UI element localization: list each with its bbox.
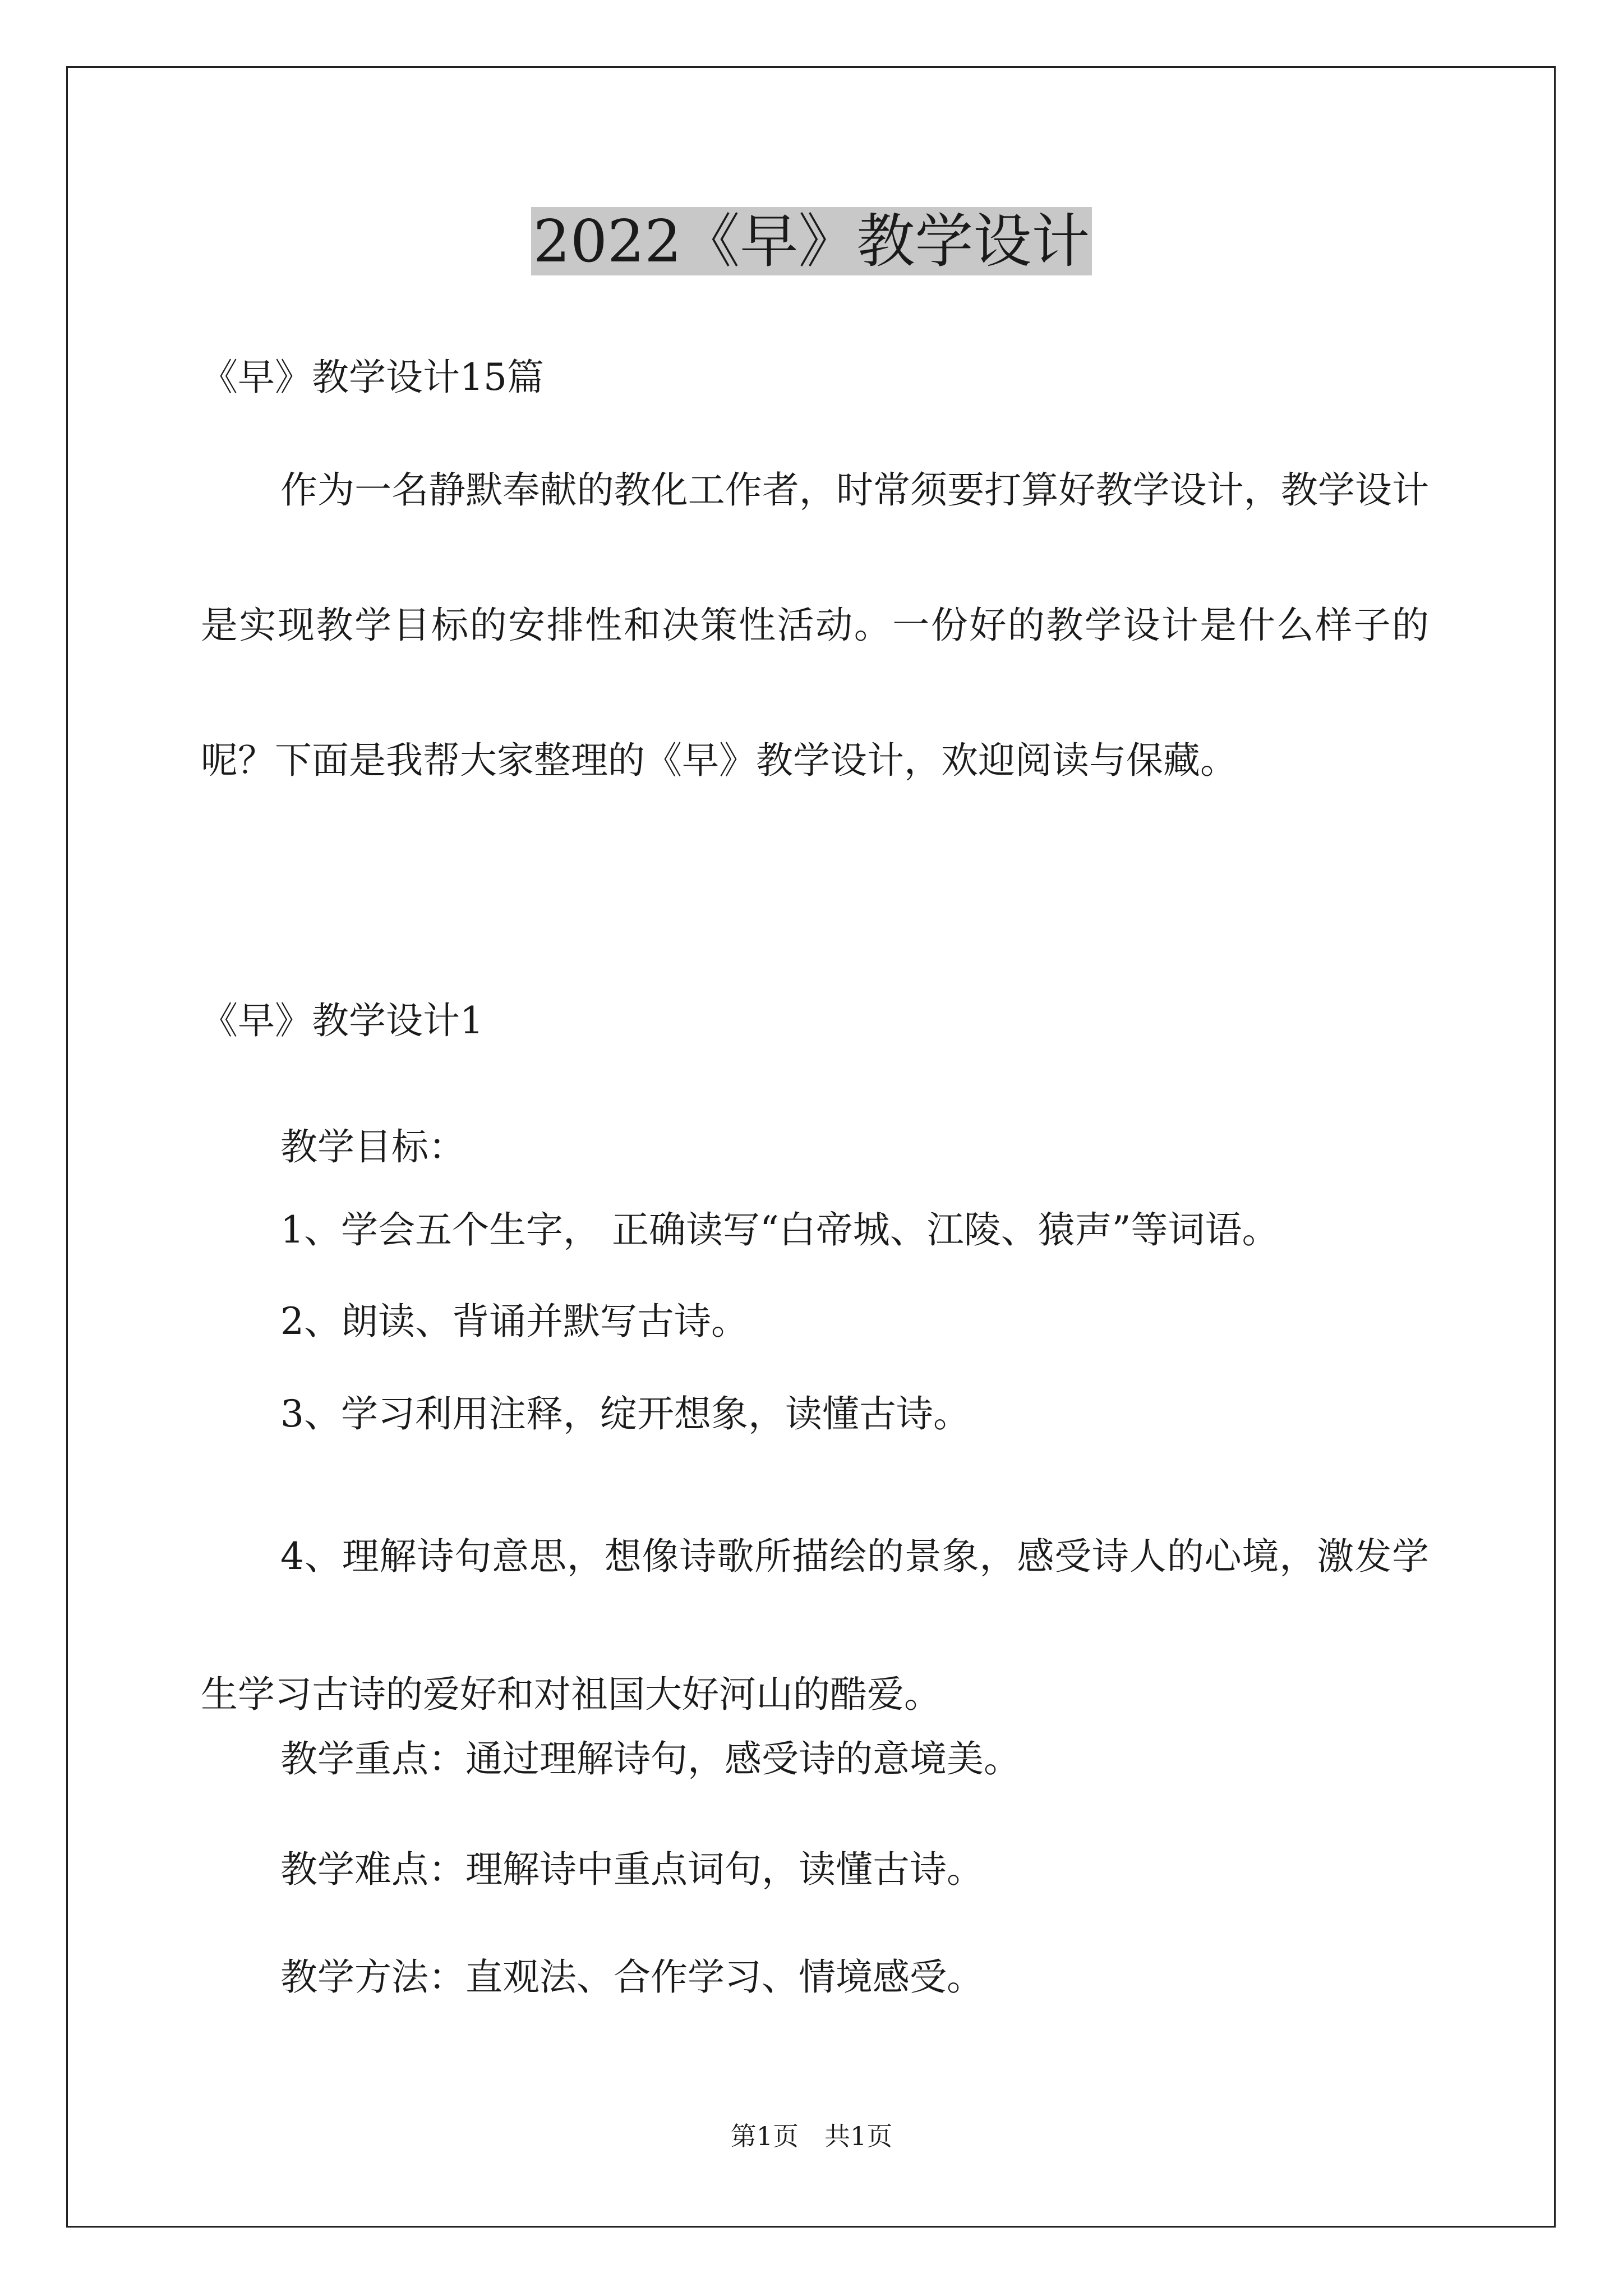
key-point: 教学重点：通过理解诗句，感受诗的意境美。 [280,1737,1021,1780]
goal-item-2: 2、朗读、背诵并默写古诗。 [280,1300,748,1343]
goals-label: 教学目标： [280,1125,465,1168]
document-title [0,202,1623,280]
goal-item-4: 4、理解诗句意思，想像诗歌所描绘的景象，感受诗人的心境，激发学生学习古诗的爱好和对祖国大好河山的酷爱。 [201,1535,1429,1716]
page-footer: 第1页 共1页 [730,2121,893,2151]
section-heading: 《早》教学设计1 [201,999,483,1042]
difficulty: 教学难点：理解诗中重点词句，读懂古诗。 [280,1848,984,1891]
document-title-text: 2022《早》教学设计 [531,207,1092,275]
goal-item-3: 3、学习利用注释，绽开想象，读懂古诗。 [280,1392,970,1435]
intro-paragraph: 作为一名静默奉献的教化工作者，时常须要打算好教学设计，教学设计是实现教学目标的安排性和决策性活动。一份好的教学设计是什么样子的呢？下面是我帮大家整理的《早》教学设计，欢迎阅读与保藏。 [201,468,1429,782]
document-subtitle: 《早》教学设计15篇 [201,356,544,399]
teaching-method: 教学方法：直观法、合作学习、情境感受。 [280,1955,984,1999]
goal-item-1: 1、学会五个生字， 正确读写“白帝城、江陵、猿声”等词语。 [280,1208,1279,1251]
